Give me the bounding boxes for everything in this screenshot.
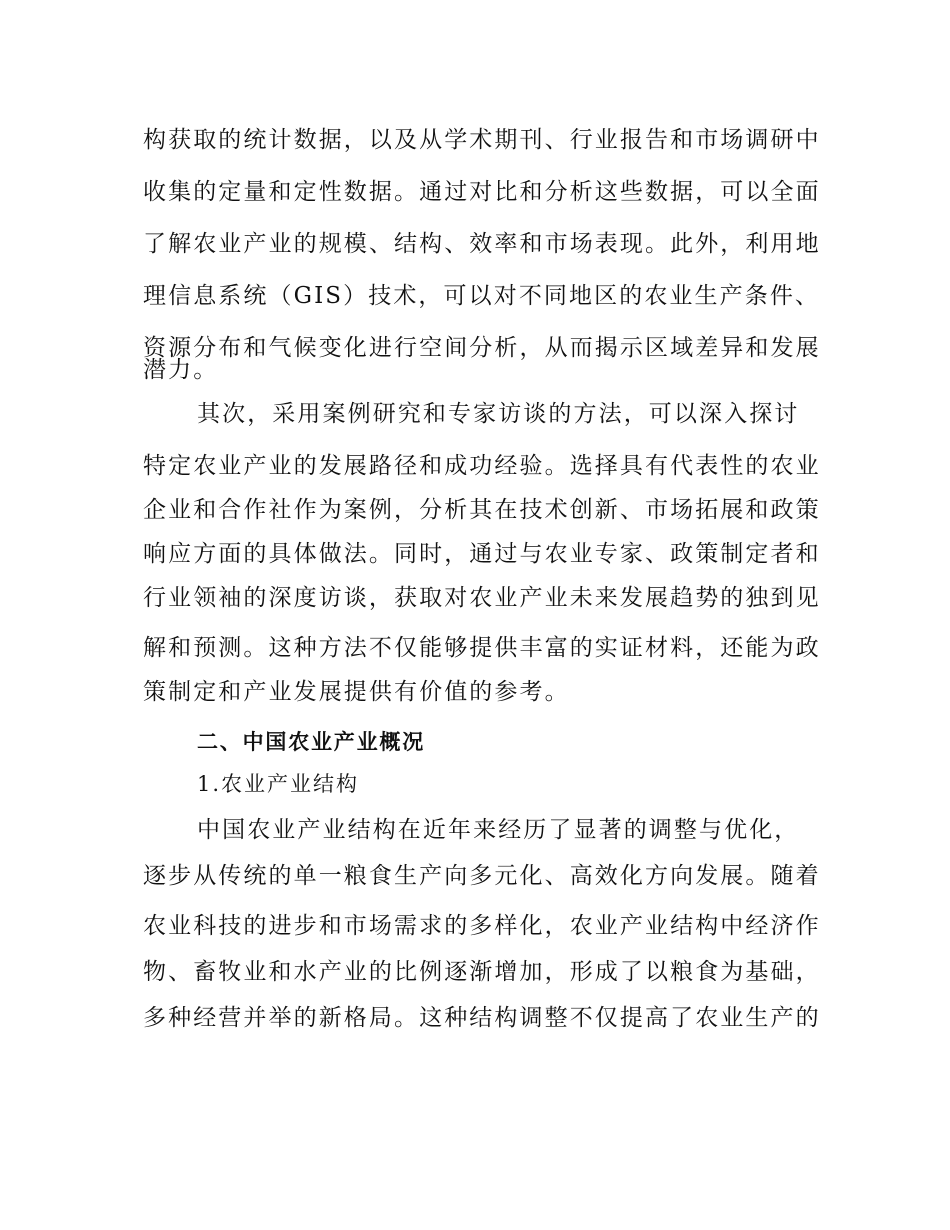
paragraph-3-line-2: 逐步从传统的单一粮食生产向多元化、高效化方向发展。随着 [143, 863, 821, 889]
paragraph-3-line-4: 物、畜牧业和水产业的比例逐渐增加，形成了以粮食为基础， [143, 959, 821, 985]
paragraph-1-line-1: 构获取的统计数据，以及从学术期刊、行业报告和市场调研中 [143, 127, 821, 153]
paragraph-3-line-5: 多种经营并举的新格局。这种结构调整不仅提高了农业生产的 [143, 1005, 821, 1031]
paragraph-2-line-3: 企业和合作社作为案例，分析其在技术创新、市场拓展和政策 [143, 497, 821, 523]
paragraph-3-line-1: 中国农业产业结构在近年来经历了显著的调整与优化， [197, 817, 800, 843]
paragraph-1-line-3: 了解农业产业的规模、结构、效率和市场表现。此外，利用地 [143, 231, 821, 257]
paragraph-2-line-2: 特定农业产业的发展路径和成功经验。选择具有代表性的农业 [143, 453, 821, 479]
paragraph-2-line-1: 其次，采用案例研究和专家访谈的方法，可以深入探讨 [197, 401, 800, 427]
paragraph-2-line-6: 解和预测。这种方法不仅能够提供丰富的实证材料，还能为政 [143, 635, 821, 661]
paragraph-2-line-4: 响应方面的具体做法。同时，通过与农业专家、政策制定者和 [143, 541, 821, 567]
paragraph-2-line-5: 行业领袖的深度访谈，获取对农业产业未来发展趋势的独到见 [143, 585, 821, 611]
paragraph-1-line-5: 资源分布和气候变化进行空间分析，从而揭示区域差异和发展 [143, 335, 821, 361]
paragraph-1-line-4: 理信息系统（GIS）技术，可以对不同地区的农业生产条件、 [143, 283, 821, 309]
subsection-heading: 1.农业产业结构 [197, 772, 360, 796]
paragraph-1-line-2: 收集的定量和定性数据。通过对比和分析这些数据，可以全面 [143, 179, 821, 205]
paragraph-1-line-6: 潜力。 [143, 357, 219, 383]
paragraph-3-line-3: 农业科技的进步和市场需求的多样化，农业产业结构中经济作 [143, 913, 821, 939]
paragraph-2-line-7: 策制定和产业发展提供有价值的参考。 [143, 679, 570, 705]
section-heading: 二、中国农业产业概况 [197, 730, 425, 754]
